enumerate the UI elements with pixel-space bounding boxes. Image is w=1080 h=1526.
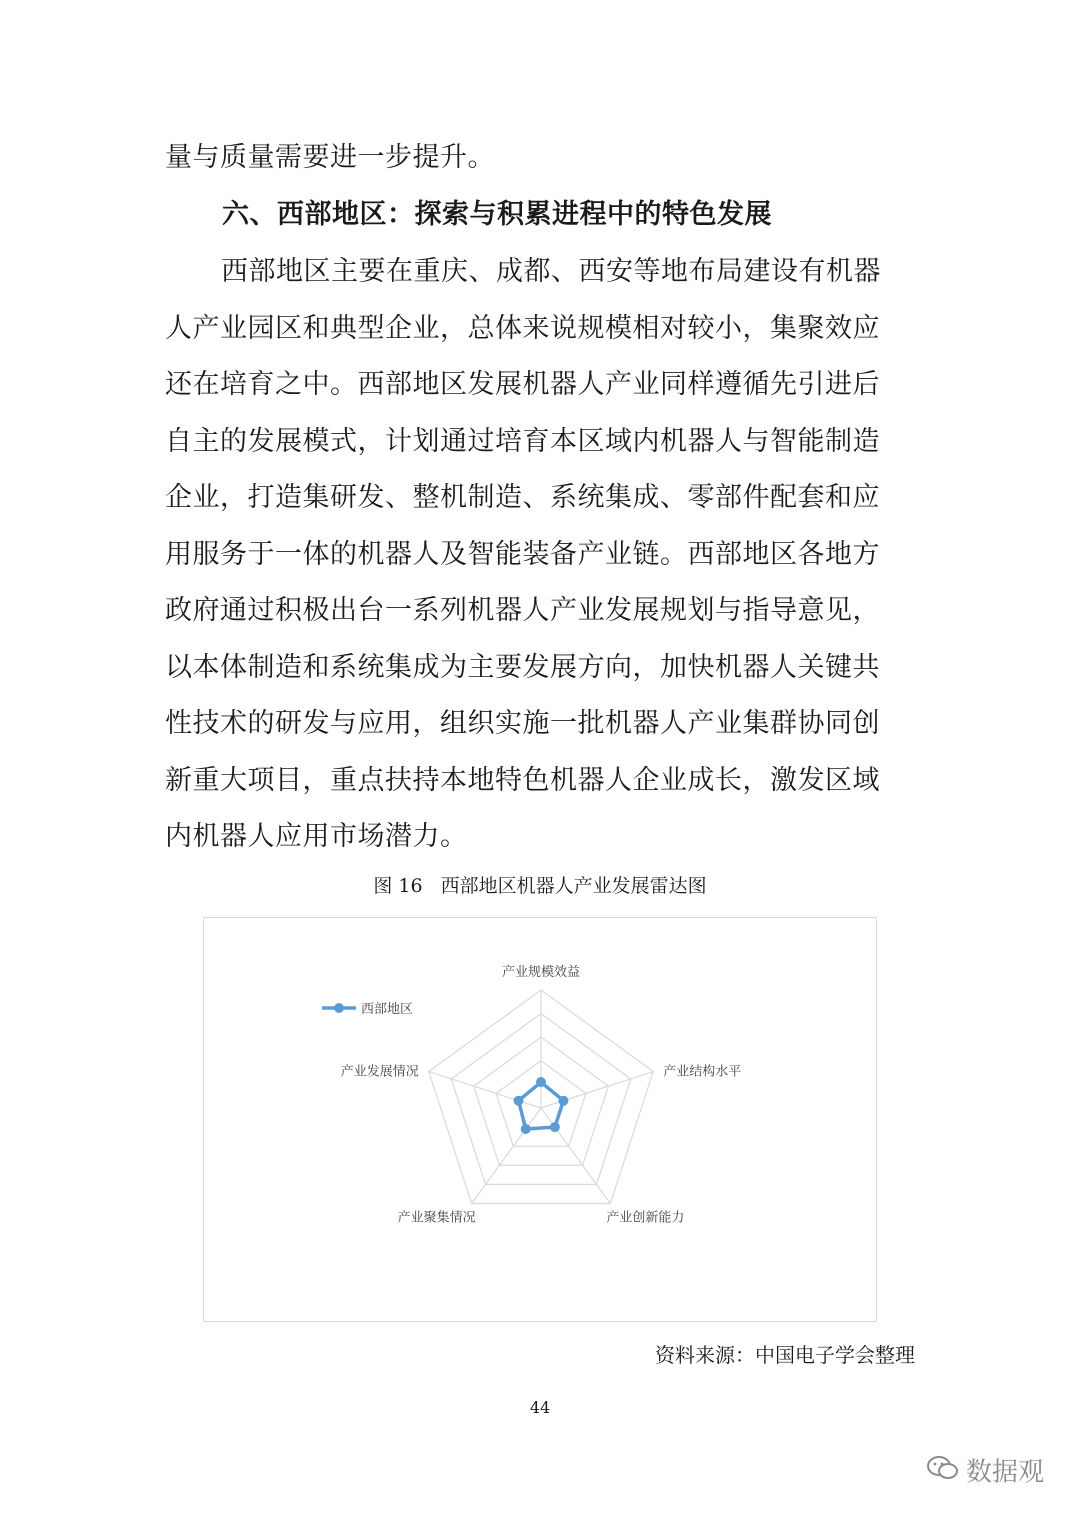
legend-swatch-marker <box>334 1003 344 1013</box>
radar-axis-label: 产业发展情况 <box>340 1064 419 1080</box>
paragraph-line: 自主的发展模式，计划通过培育本区域内机器人与智能制造 <box>165 425 880 457</box>
legend-label: 西部地区 <box>361 1002 414 1017</box>
radar-data-point <box>521 1124 531 1134</box>
intro-text <box>165 130 925 187</box>
radar-data-point <box>558 1096 568 1106</box>
figure-caption: 图 16 西部地区机器人产业发展雷达图 <box>373 875 707 897</box>
watermark <box>926 1454 1044 1492</box>
section-heading: 六、西部地区：探索与积累进程中的特色发展 <box>222 199 772 230</box>
radar-chart-frame <box>203 917 877 1322</box>
paragraph-line: 内机器人应用市场潜力。 <box>165 821 468 852</box>
radar-data-point <box>550 1122 560 1132</box>
radar-spoke <box>541 1072 653 1108</box>
paragraph-line: 人产业园区和典型企业，总体来说规模相对较小，集聚效应 <box>165 312 880 344</box>
radar-data-point <box>536 1077 546 1087</box>
body-paragraph <box>165 244 925 866</box>
radar-axis-label: 产业创新能力 <box>606 1210 685 1226</box>
paragraph-line: 性技术的研发与应用，组织实施一批机器人产业集群协同创 <box>165 708 880 739</box>
radar-axis-label: 产业聚集情况 <box>397 1210 476 1226</box>
paragraph-line: 还在培育之中。西部地区发展机器人产业同样遵循先引进后 <box>165 369 880 400</box>
radar-axis-label: 产业结构水平 <box>663 1064 742 1080</box>
radar-chart <box>204 918 878 1323</box>
radar-spoke <box>429 1072 541 1108</box>
paragraph-line: 用服务于一体的机器人及智能装备产业链。西部地区各地方 <box>165 538 880 570</box>
wechat-icon <box>926 1454 960 1492</box>
paragraph-line: 新重大项目，重点扶持本地特色机器人企业成长，激发区域 <box>165 764 880 796</box>
paragraph-line: 西部地区主要在重庆、成都、西安等地布局建设有机器 <box>221 256 881 287</box>
page-number: 44 <box>529 1398 551 1417</box>
source-note: 资料来源：中国电子学会整理 <box>655 1343 915 1367</box>
paragraph-line: 以本体制造和系统集成为主要发展方向，加快机器人关键共 <box>165 651 880 683</box>
radar-spoke <box>472 1108 541 1203</box>
intro-line: 量与质量需要进一步提升。 <box>165 142 495 173</box>
paragraph-line: 企业，打造集研发、整机制造、系统集成、零部件配套和应 <box>165 482 880 513</box>
radar-data-point <box>514 1096 524 1106</box>
radar-spoke <box>541 1108 610 1203</box>
radar-axis-label: 产业规模效益 <box>501 965 581 980</box>
paragraph-line: 政府通过积极出台一系列机器人产业发展规划与指导意见， <box>165 595 880 626</box>
watermark-text: 数据观 <box>965 1457 1044 1488</box>
